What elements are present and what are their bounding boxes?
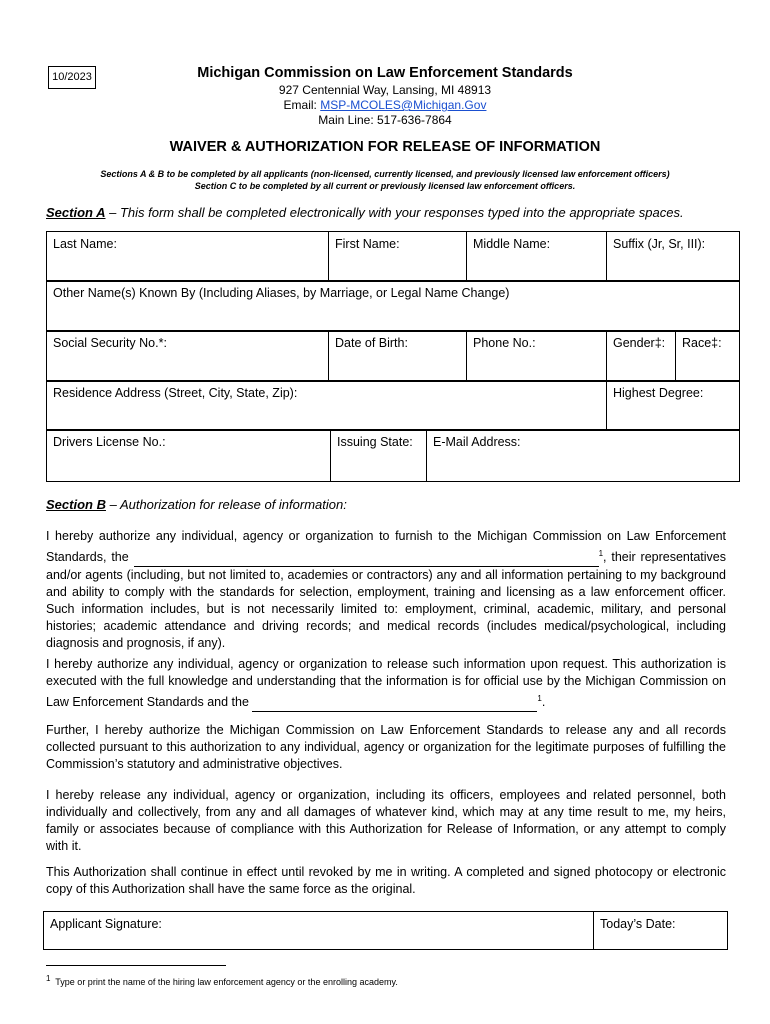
- issuing-state-field[interactable]: Issuing State:: [331, 430, 427, 482]
- footnote-mark: 1: [46, 974, 51, 983]
- authorization-paragraph-3: Further, I hereby authorize the Michigan Commission on Law Enforcement Standards to release any and all records collected pursuant to this authorization to any individual, agency or organization for the legitimate purposes of fulfilling the Commission’s statutory and administrative objectives.: [46, 723, 726, 771]
- section-a-desc: – This form shall be completed electronically with your responses typed into the appropriate spaces.: [105, 205, 684, 220]
- other-names-row: [46, 280, 740, 332]
- dob-field[interactable]: Date of Birth:: [329, 331, 467, 382]
- section-b-label: Section B: [46, 497, 106, 512]
- agency-name-blank-2[interactable]: [252, 694, 537, 712]
- agency-address: 927 Centennial Way, Lansing, MI 48913: [278, 83, 492, 97]
- agency-name: Michigan Commission on Law Enforcement Standards: [197, 65, 573, 81]
- ssn-row: [46, 330, 740, 382]
- duration-paragraph: This Authorization shall continue in effect until revoked by me in writing. A completed and signed photocopy or electronic copy of this Authorization shall have the same force as the original.: [46, 865, 726, 896]
- footnote-divider: [46, 965, 226, 966]
- last-name-field[interactable]: Last Name:: [47, 232, 329, 282]
- suffix-field[interactable]: Suffix (Jr, Sr, III):: [607, 232, 740, 282]
- middle-name-field[interactable]: Middle Name:: [467, 232, 607, 282]
- authorization-paragraph-1: [46, 528, 726, 652]
- agency-email-link[interactable]: MSP-MCOLES@Michigan.Gov: [320, 98, 487, 112]
- footnote-text: Type or print the name of the hiring law enforcement agency or the enrolling academy.: [55, 977, 398, 987]
- drivers-license-field[interactable]: Drivers License No.:: [47, 430, 331, 482]
- section-a-heading: [46, 205, 684, 220]
- gender-field[interactable]: Gender‡:: [607, 331, 676, 382]
- p1-text-b: , their representatives and/or agents (including, but not limited to, academies or contractors) any and all information pertaining to my background and ability to comply with the standards for selection, employment, training and licensing as a law enforcement officer. Such information includes, but is not necessarily limited to: employment, criminal, academic, military, and personal histories; academic attendance and driving records; and medical records (includes medical/psychological, including diagnosis and prognosis, if any).: [46, 550, 726, 651]
- signature-table: [43, 911, 728, 950]
- address-row: [46, 380, 740, 431]
- todays-date-field[interactable]: Today’s Date:: [594, 912, 728, 950]
- email-label: Email:: [283, 98, 321, 112]
- subtitle-line-2: Section C to be completed by all current or previously licensed law enforcement officers.: [194, 181, 576, 191]
- release-paragraph: I hereby release any individual, agency or organization, including its officers, employees and related personnel, both individually and collectively, from any and all damages of whatever kind, which may at any time result to me, my heirs, family or associates because of compliance with this Authorization for Release of Information, or any attempt to comply with it.: [46, 788, 726, 853]
- email-address-field[interactable]: E-Mail Address:: [427, 430, 740, 482]
- form-version: 10/2023: [48, 66, 96, 89]
- agency-email-line: [0, 98, 770, 112]
- agency-phone: Main Line: 517-636-7864: [318, 113, 452, 127]
- residence-address-field[interactable]: Residence Address (Street, City, State, Zip):: [47, 381, 607, 431]
- footnote-ref-1: 1: [598, 549, 604, 558]
- first-name-field[interactable]: First Name:: [329, 232, 467, 282]
- agency-name-blank-1[interactable]: [134, 549, 599, 567]
- p2-text-a: I hereby authorize any individual, agency or organization to release such information upon request. This authorization is executed with the full knowledge and understanding that the information is for official use by the Michigan Commission on Law Enforcement Standards and the: [46, 657, 726, 710]
- p2-text-b: .: [541, 695, 546, 710]
- section-a-label: Section A: [46, 205, 106, 220]
- license-row: [46, 429, 740, 482]
- phone-field[interactable]: Phone No.:: [467, 331, 607, 382]
- section-b-desc: – Authorization for release of information:: [105, 497, 347, 512]
- form-title: WAIVER & AUTHORIZATION FOR RELEASE OF INFORMATION: [169, 139, 601, 155]
- other-names-field[interactable]: Other Name(s) Known By (Including Aliases, by Marriage, or Legal Name Change): [47, 281, 740, 332]
- footnote: [46, 974, 398, 987]
- p1-text-a: I hereby authorize any individual, agency or organization to furnish to the Michigan Commission on Law Enforcement Standards, the: [46, 529, 726, 565]
- race-field[interactable]: Race‡:: [676, 331, 740, 382]
- ssn-field[interactable]: Social Security No.*:: [47, 331, 329, 382]
- section-a-table: [46, 231, 740, 282]
- subtitle-line-1: Sections A & B to be completed by all applicants (non-licensed, currently licensed, and previously licensed law enforcement officers): [100, 169, 670, 179]
- section-b-heading: [46, 497, 347, 512]
- footnote-ref-2: 1: [537, 694, 542, 703]
- highest-degree-field[interactable]: Highest Degree:: [607, 381, 740, 431]
- authorization-paragraph-2: [46, 656, 726, 712]
- applicant-signature-field[interactable]: Applicant Signature:: [44, 912, 594, 950]
